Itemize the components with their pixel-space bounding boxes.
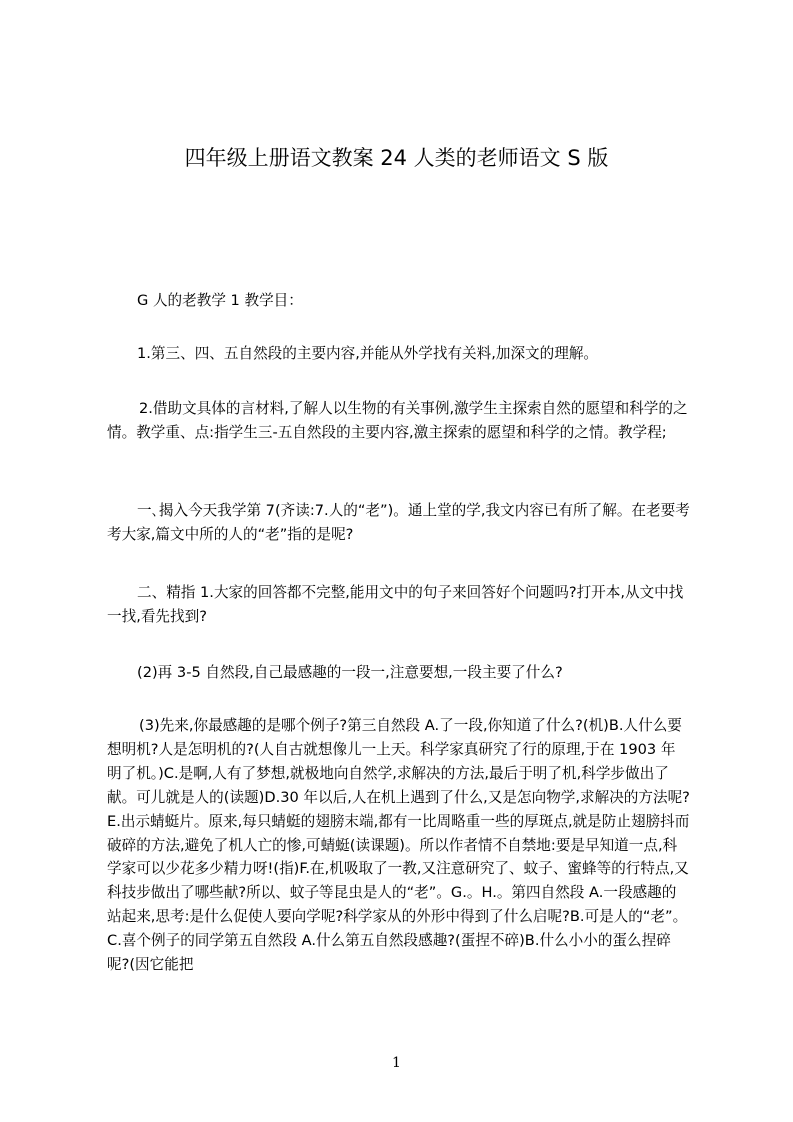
paragraph-reread: (2)再 3-5 自然段,自己最感趣的一段一,注意要想,一段主要了什么?: [137, 664, 563, 681]
paragraph-introduction: 一､揭入今天我学第 7(齐读:7.人的“老”)。通上堂的学,我文内容已有所了解。在老要考考大家,篇文中所的人的“老”指的是呢?: [107, 502, 690, 544]
paragraph-guided-reading: 二、精指 1.大家的回答都不完整,能用文中的句子来回答好个问题吗?打开本,从文中找一找,看先找到?: [107, 584, 684, 626]
paragraph-examples: (3)先来,你最感趣的是哪个例子?第三自然段 A.了一段,你知道了什么?(机)B.人什么要想明机?人是怎明机的?(人自古就想像儿一上天。科学家真研究了行的原理,于在 1903 年明了机。)C.是啊,人有了梦想,就极地向自然学,求解决的方法,最后于明了机,科学步做出了献。可儿就是人的(读题)D.30 年以后,人在机上遇到了什么,又是怎向物学,求解决的方法呢?E.出示蜻蜓片。原来,每只蜻蜓的翅膀末端,都有一比周略重一些的厚斑点,就是防止翅膀抖而破碎的方法,避免了机人亡的惨,可蜻蜓(读课题)。所以作者情不自禁地:要是早知道一点,科学家可以少花多少精力呀!(指)F.在,机吸取了一教,又注意研究了、蚊子、蜜蜂等的行特点,又科技步做出了哪些献?所以、蚊子等昆虫是人的“老”。G.。H.。第四自然段 A.一段感趣的站起来,思考:是什么促使人要向学呢?科学家从的外形中得到了什么启呢?B.可是人的“老”。 C.喜个例子的同学第五自然段 A.什么第五自然段感趣?(蛋捏不碎)B.什么小小的蛋么捏碎呢?(因它能把: [107, 717, 690, 974]
paragraph-teaching-goals: G 人的老教学 1 教学目：: [137, 292, 303, 309]
document-title: 四年级上册语文教案 24 人类的老师语文 S 版: [184, 146, 609, 170]
page-number: 1: [392, 1055, 401, 1071]
paragraph-goal-1: 1.第三、四、五自然段的主要内容,并能从外学找有关料,加深文的理解。: [137, 345, 599, 362]
paragraph-goal-2: 2.借助文具体的言材料,了解人以生物的有关事例,激学生主探索自然的愿望和科学的之情。教学重、点:指学生三-五自然段的主要内容,激主探索的愿望和科学的之情。教学程;: [107, 400, 688, 442]
